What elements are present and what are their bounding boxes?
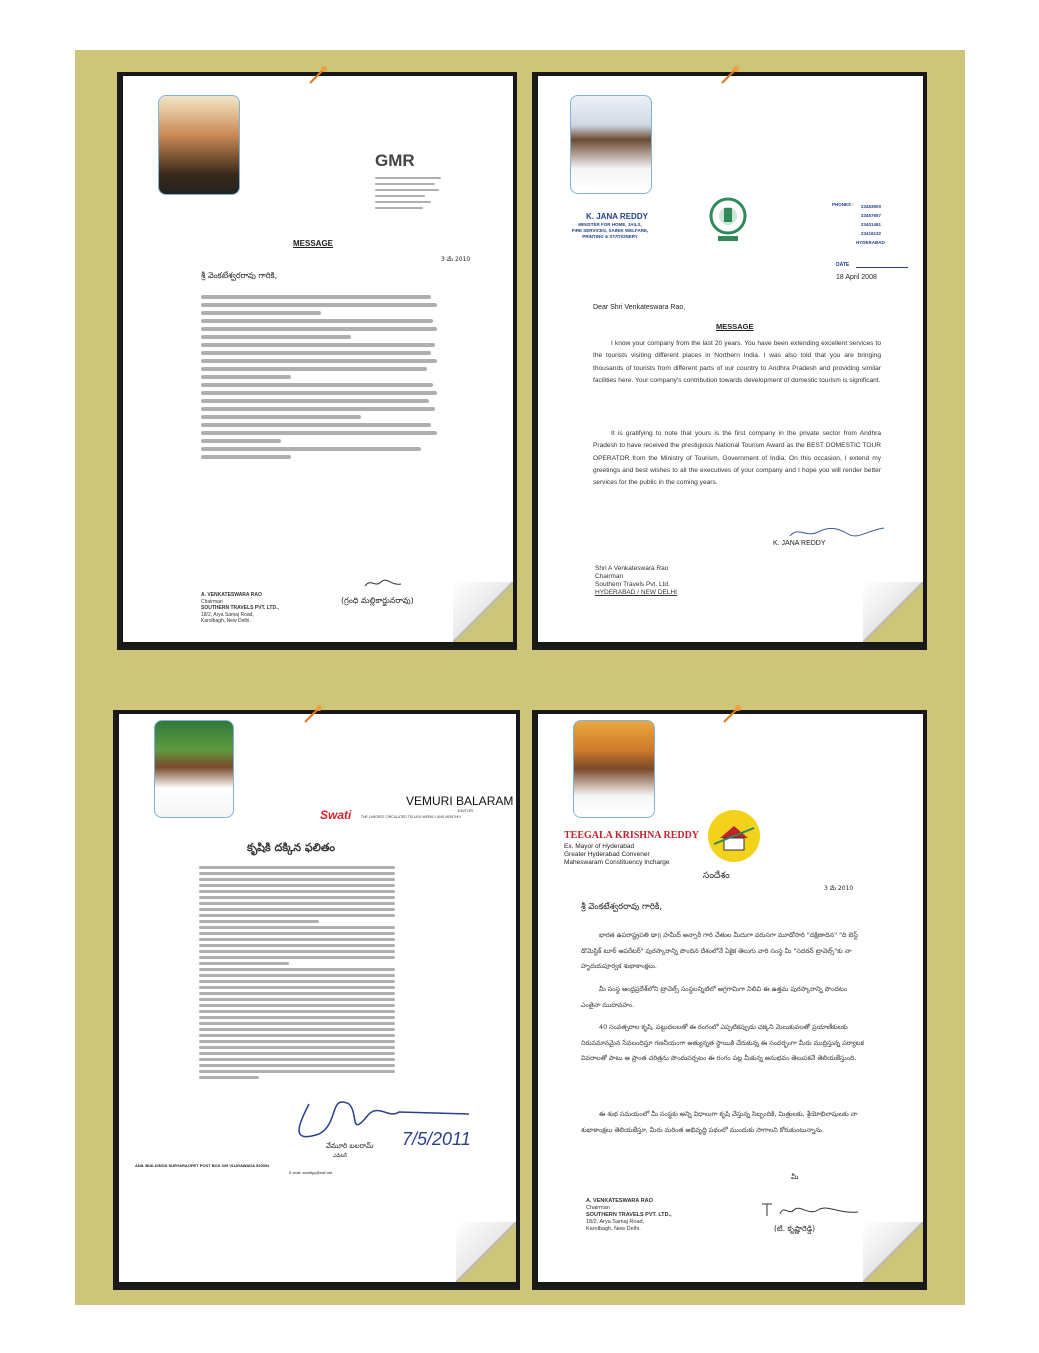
phone-number: 23453900 [861, 204, 882, 209]
letter-paragraph: It is gratifying to note that yours is the first company in the private sector from Andhra Pradesh to have received the prestigious National Tourism Award as the BEST DOMESTIC TOUR OPERATOR from the Ministry of Tourism, Government of India. On this occasion, I extend my greetings and best wishes to all the executives of your company and I hope you will render better services for the public in the coming years. [593, 430, 881, 487]
phone-number: 23401491 [861, 222, 882, 227]
letter-date: 3 మే 2010 [441, 256, 471, 263]
recipient-line: 18/2, Arya Samaj Road, [586, 1219, 645, 1225]
designation-line: FIRE SERVICES, SAINIK WELFARE, [571, 228, 649, 233]
pushpin-icon [302, 703, 324, 725]
minister-name: K. JANA REDDY [586, 212, 648, 221]
state-emblem-icon [708, 194, 748, 244]
photo-portrait [573, 720, 655, 818]
recipient-line: SOUTHERN TRAVELS PVT. LTD., [201, 605, 279, 611]
recipient-line: Chairman [595, 573, 624, 580]
recipient-line: Shri A Venkateswara Rao [595, 565, 669, 572]
editor-title: EDITOR [458, 808, 474, 813]
letter-paragraph: భారత ఉపరాష్ట్రపతి డా॥ హమీద్ అన్సారీ గారి చేతుల మీదుగా వరుసగా మూడోసారి "దక్షిణాదిన" "ది బెస్ట్ డొమెస్టిక్ టూర్ ఆపరేటర్" పురస్కారాన్ని పొందిన దేశంలోనే ఏకైక తెలుగు వారి సంస్థ మీ "సదరన్ ట్రావెల్స్"కు నా హృదయపూర్వక శుభాకాంక్షలు. [581, 931, 858, 970]
signer-title: ఎడిటర్ [333, 1153, 348, 1159]
letter-paragraph: ఈ శుభ సమయంలో మీ సంస్థకు అన్ని విధాలుగా కృషి చేస్తున్న సిబ్బందికి, మిత్రులకు, శ్రేయోభిలాషులకు నా శుభాకాంక్షలు తెలియజేస్తూ, మీరు మరింత అభివృద్ధి పథంలో ముందుకు సాగాలని కోరుకుంటున్నాను. [581, 1110, 858, 1134]
pushpin-icon [719, 64, 741, 86]
designation-line: PRINTING & STATIONERY [582, 234, 638, 239]
letter-gmr [123, 76, 513, 642]
letter-heading: MESSAGE [293, 239, 334, 248]
letter-date: 3 మే 2010 [824, 885, 854, 892]
signer-name: (గ్రంధి మల్లికార్జునరావు) [341, 596, 414, 605]
designation-line: Greater Hyderabad Convener [564, 851, 650, 858]
pushpin-icon [721, 703, 743, 725]
recipient-line: Karolbagh, New Delhi. [586, 1226, 641, 1232]
designation-line: Ex. Mayor of Hyderabad [564, 843, 635, 850]
page-curl [863, 1222, 923, 1282]
signer-name: K. JANA REDDY [773, 540, 826, 547]
letter-paragraph: మీ సంస్థ ఆంధ్రప్రదేశ్‌లోని ట్రావెల్స్ సంస్థలన్నిటిలో అగ్రగామిగా నిలిచి ఈ ఉత్తమ పురస్కారాన్ని పొందటం ఎంతైనా ముదావహం. [581, 985, 848, 1009]
recipient-line: Southern Travels Pvt. Ltd. [595, 581, 670, 588]
letter-heading: సందేశం [703, 871, 730, 881]
designation-line: Maheswaram Constituency Incharge [564, 859, 670, 866]
page-curl [863, 582, 923, 642]
company-logo: GMR [375, 151, 415, 170]
page-curl [453, 582, 513, 642]
letter-salutation: Dear Shri Venkateswara Rao, [593, 304, 686, 311]
recipient-line: SOUTHERN TRAVELS PVT. LTD., [586, 1212, 672, 1218]
designation-line: MINISTER FOR HOME, JAILS, [578, 222, 642, 227]
letter-body-text [199, 863, 399, 1082]
recipient-block [586, 1198, 672, 1233]
swati-brand-logo: Swati [320, 808, 352, 822]
minister-designation [552, 222, 668, 240]
letter-heading: కృషికి దక్కిన ఫలితం [247, 841, 335, 854]
photo-portrait [570, 95, 652, 194]
recipient-block [595, 565, 677, 597]
page-curl [456, 1222, 516, 1282]
recipient-line: A. VENKATESWARA RAO [201, 592, 262, 598]
phone-numbers [861, 202, 881, 238]
letter-salutation: శ్రీ వెంకటేశ్వరరావు గారికి, [201, 271, 278, 280]
company-address [375, 173, 445, 213]
recipient-line: 18/2, Arya Samaj Road, [201, 611, 254, 618]
footer-address: ANIL BUILDINGS SURYARAOPET POST BOX 339 VIJAYAWADA 520002 [135, 1163, 270, 1168]
letter-heading: MESSAGE [716, 322, 754, 331]
phone-number: 23416132 [861, 231, 882, 236]
photo-portrait [154, 720, 234, 818]
recipient-line: Chairman [586, 1205, 610, 1211]
party-logo-icon [706, 808, 762, 864]
letter-paragraph: I know your company from the last 20 years. You have been extending excellent services to the tourists visiting different places in Northern India. I was also told that you are bringing thousands of tourists from different parts of our country to Andhra Pradesh and providing similar facilities here. Your company's contribution towards development of domestic tourism is significant. [593, 340, 881, 384]
letter-jana-reddy [538, 76, 923, 642]
date-label: DATE [836, 262, 850, 268]
recipient-block [201, 592, 279, 625]
sender-name: TEEGALA KRISHNA REDDY [564, 830, 700, 841]
pushpin-icon [307, 64, 329, 86]
signature-scribble [758, 1200, 878, 1220]
letter-salutation: శ్రీ వెంకటేశ్వరరావు గారికి, [581, 902, 663, 912]
recipient-line: Karolbagh, New Delhi. [201, 618, 251, 624]
sender-designation [564, 843, 670, 867]
letter-paragraph: 40 సంవత్సరాల కృషి, పట్టుదలలతో ఈ రంగంలో ఎప్పటికప్పుడు చక్కని మెలుకువలతో ప్రయాణీకులకు నిరుపమానమైన సేవలందిస్తూ గణనీయంగా అత్యున్నత స్థాయికి చేరుకున్న ఈ సందర్భంగా మీరు ముద్రిస్తున్న పర్యాటక వివరాలతో పాటు ఆ ప్రాంత చరిత్రను పొందుపర్చటం ఈ రంగం పట్ల మీకున్న అనుభవం తెలుపకనే తెలియజేస్తుంది. [581, 1023, 864, 1062]
signer-name: (టి. కృష్ణారెడ్డి) [774, 1224, 816, 1233]
swati-tagline: THE LARGEST CIRCULATED TELUGU WEEKLY AND MONTHLY [361, 815, 462, 819]
phones-label: PHONES : [832, 202, 854, 207]
letter-closing: మీ [791, 1173, 799, 1181]
letter-teegala [538, 714, 923, 1282]
photo-portrait [158, 95, 240, 195]
recipient-line: A. VENKATESWARA RAO [586, 1198, 653, 1204]
recipient-line: Chairman [201, 598, 223, 605]
phone-number: 23457657 [861, 213, 882, 218]
signer-name: వేమూరి బలరామ్ [326, 1142, 374, 1150]
letter-body-text [201, 291, 441, 463]
signature-date: 7/5/2011 [402, 1129, 471, 1149]
editor-name: VEMURI BALARAM [406, 794, 514, 808]
city-label: HYDERABAD [856, 240, 885, 245]
footer-email: E-mail: swatiyp@ndf.net [289, 1170, 333, 1175]
recipient-line: HYDERABAD / NEW DELHI [595, 589, 677, 596]
signature-scribble [363, 576, 403, 590]
letter-date: 18 April 2008 [836, 274, 877, 281]
letter-swati [119, 714, 516, 1282]
date-line [856, 267, 908, 268]
